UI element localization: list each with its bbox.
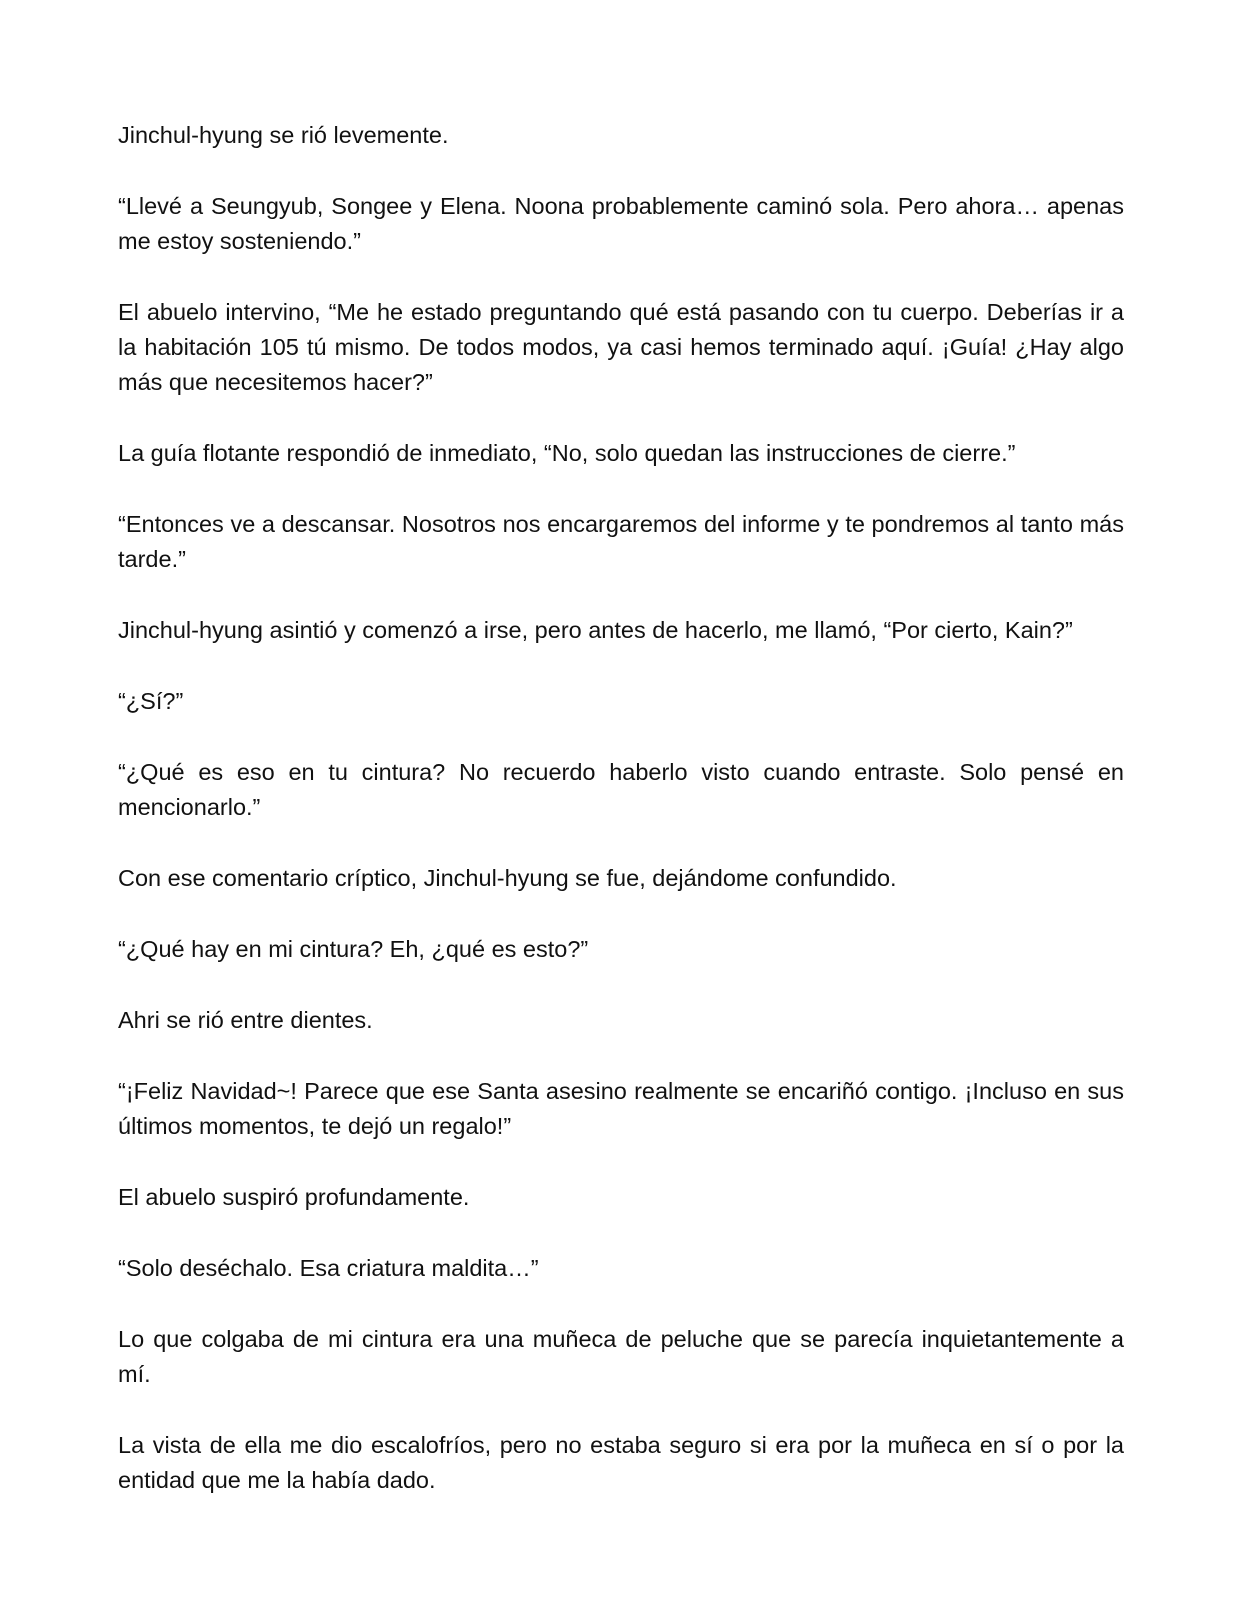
- paragraph-7: “¿Sí?”: [118, 688, 184, 714]
- paragraph-1: Jinchul-hyung se rió levemente.: [118, 122, 449, 148]
- paragraph-6: Jinchul-hyung asintió y comenzó a irse, pero antes de hacerlo, me llamó, “Por cierto, Kain?”: [118, 617, 1073, 643]
- paragraph-14: “Solo deséchalo. Esa criatura maldita…”: [118, 1255, 539, 1281]
- paragraph-13: El abuelo suspiró profundamente.: [118, 1184, 470, 1210]
- document-body: [118, 118, 1124, 1534]
- paragraph-10: “¿Qué hay en mi cintura? Eh, ¿qué es esto?”: [118, 936, 589, 962]
- paragraph-12: “¡Feliz Navidad~! Parece que ese Santa asesino realmente se encariñó contigo. ¡Incluso en sus últimos momentos, te dejó un regalo!”: [118, 1078, 1124, 1139]
- paragraph-8: “¿Qué es eso en tu cintura? No recuerdo haberlo visto cuando entraste. Solo pensé en mencionarlo.”: [118, 759, 1124, 820]
- paragraph-2: “Llevé a Seungyub, Songee y Elena. Noona probablemente caminó sola. Pero ahora… apenas me estoy sosteniendo.”: [118, 193, 1124, 254]
- paragraph-3: El abuelo intervino, “Me he estado preguntando qué está pasando con tu cuerpo. Deberías ir a la habitación 105 tú mismo. De todos modos, ya casi hemos terminado aquí. ¡Guía! ¿Hay algo más que necesitemos hacer?”: [118, 299, 1124, 395]
- paragraph-4: La guía flotante respondió de inmediato, “No, solo quedan las instrucciones de cierre.”: [118, 440, 1016, 466]
- paragraph-11: Ahri se rió entre dientes.: [118, 1007, 373, 1033]
- paragraph-16: La vista de ella me dio escalofríos, pero no estaba seguro si era por la muñeca en sí o por la entidad que me la había dado.: [118, 1432, 1124, 1493]
- paragraph-5: “Entonces ve a descansar. Nosotros nos encargaremos del informe y te pondremos al tanto más tarde.”: [118, 511, 1124, 572]
- paragraph-9: Con ese comentario críptico, Jinchul-hyung se fue, dejándome confundido.: [118, 865, 897, 891]
- paragraph-15: Lo que colgaba de mi cintura era una muñeca de peluche que se parecía inquietantemente a mí.: [118, 1326, 1124, 1387]
